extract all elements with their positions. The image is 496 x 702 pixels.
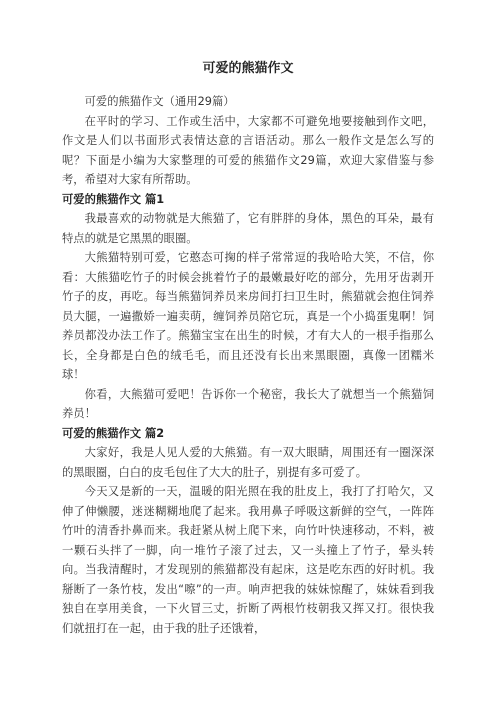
section-paragraph: 大家好，我是人见人爱的大熊猫。有一双大眼睛，周围还有一圈深深的黑眼圈，白白的皮毛包住了大大的肚子，别提有多可爱了。 <box>62 446 434 479</box>
section-heading: 可爱的熊猫作文 篇2 <box>62 426 165 440</box>
intro-paragraph: 在平时的学习、工作或生活中，大家都不可避免地要接触到作文吧，作文是人们以书面形式表情达意的言语活动。那么一般作文是怎么写的呢？下面是小编为大家整理的可爱的熊猫作文29篇，欢迎大家借鉴与参考，希望对大家有所帮助。 <box>62 114 434 186</box>
section-heading: 可爱的熊猫作文 篇1 <box>62 192 165 206</box>
section-paragraph: 今天又是新的一天，温暖的阳光照在我的肚皮上，我打了打哈欠，又伸了伸懒腰，迷迷糊糊地爬了起来。我用鼻子呼吸这新鲜的空气，一阵阵竹叶的清香扑鼻而来。我赶紧从树上爬下来，向竹叶快速移动，不料，被一颗石头拌了一脚，向一堆竹子滚了过去，又一头撞上了竹子，晕头转向。当我清醒时，才发现别的熊猫都没有起床，这是吃东西的好时机。我掰断了一条竹枝，发出“嚓”的一声。响声把我的妹妹惊醒了，妹妹看到我独自在享用美食，一下火冒三丈，折断了两根竹枝朝我又挥又打。很快我们就扭打在一起，由于我的肚子还饿着， <box>62 485 434 635</box>
section-paragraph: 我最喜欢的动物就是大熊猫了，它有胖胖的身体，黑色的耳朵，最有特点的就是它黑黑的眼圈。 <box>62 212 434 245</box>
document-title: 可爱的熊猫作文 <box>202 61 294 76</box>
document-page <box>62 60 434 638</box>
section-paragraph: 大熊猫特别可爱，它憨态可掬的样子常常逗的我哈哈大笑，不信，你看：大熊猫吃竹子的时候会挑着竹子的最嫩最好吃的部分，先用牙齿剥开竹子的皮，再吃。每当熊猫饲养员来房间打扫卫生时，熊猫就会抱住饲养员大腿，一遍撒娇一遍卖萌，缠饲养员陪它玩，真是一个小捣蛋鬼啊！饲养员都没办法工作了。熊猫宝宝在出生的时候，才有大人的一根手指那么长，全身都是白色的绒毛毛，而且还没有长出来黑眼圈，真像一团糯米球！ <box>62 251 434 381</box>
intro-subtitle: 可爱的熊猫作文（通用29篇） <box>84 95 235 108</box>
section-paragraph: 你看，大熊猫可爱吧！告诉你一个秘密，我长大了就想当一个熊猫饲养员！ <box>62 387 434 420</box>
